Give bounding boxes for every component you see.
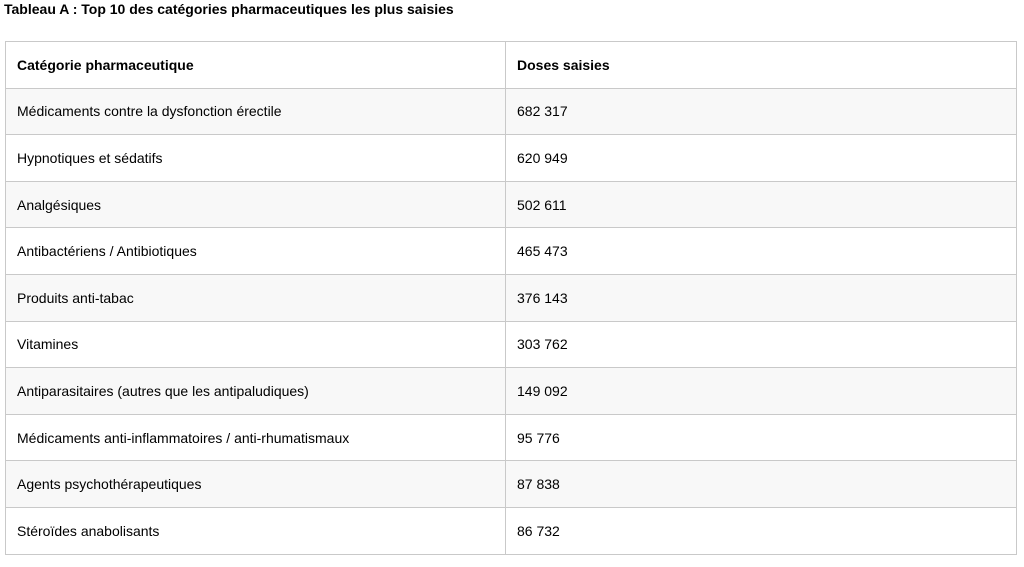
category-cell: Agents psychothérapeutiques: [6, 461, 506, 508]
doses-cell: 87 838: [506, 461, 1017, 508]
table-row: [6, 368, 1017, 415]
column-header-category: Catégorie pharmaceutique: [6, 42, 506, 89]
doses-cell: 376 143: [506, 274, 1017, 321]
table-row: [6, 507, 1017, 554]
doses-cell: 682 317: [506, 88, 1017, 135]
category-cell: Stéroïdes anabolisants: [6, 507, 506, 554]
doses-cell: 620 949: [506, 135, 1017, 182]
table-header-row: [6, 42, 1017, 89]
category-cell: Médicaments anti-inflammatoires / anti-rhumatismaux: [6, 414, 506, 461]
doses-cell: 465 473: [506, 228, 1017, 275]
table-row: [6, 181, 1017, 228]
table-row: [6, 274, 1017, 321]
table-row: [6, 228, 1017, 275]
category-cell: Antiparasitaires (autres que les antipaludiques): [6, 368, 506, 415]
category-cell: Médicaments contre la dysfonction érectile: [6, 88, 506, 135]
doses-cell: 303 762: [506, 321, 1017, 368]
doses-cell: 502 611: [506, 181, 1017, 228]
category-cell: Produits anti-tabac: [6, 274, 506, 321]
table-row: [6, 461, 1017, 508]
table-row: [6, 321, 1017, 368]
category-cell: Analgésiques: [6, 181, 506, 228]
table-row: [6, 135, 1017, 182]
table-caption: Tableau A : Top 10 des catégories pharmaceutiques les plus saisies: [4, 1, 454, 17]
doses-cell: 95 776: [506, 414, 1017, 461]
category-cell: Antibactériens / Antibiotiques: [6, 228, 506, 275]
seizures-table: [5, 41, 1017, 555]
table-row: [6, 414, 1017, 461]
doses-cell: 86 732: [506, 507, 1017, 554]
column-header-doses: Doses saisies: [506, 42, 1017, 89]
category-cell: Vitamines: [6, 321, 506, 368]
category-cell: Hypnotiques et sédatifs: [6, 135, 506, 182]
doses-cell: 149 092: [506, 368, 1017, 415]
table-row: [6, 88, 1017, 135]
